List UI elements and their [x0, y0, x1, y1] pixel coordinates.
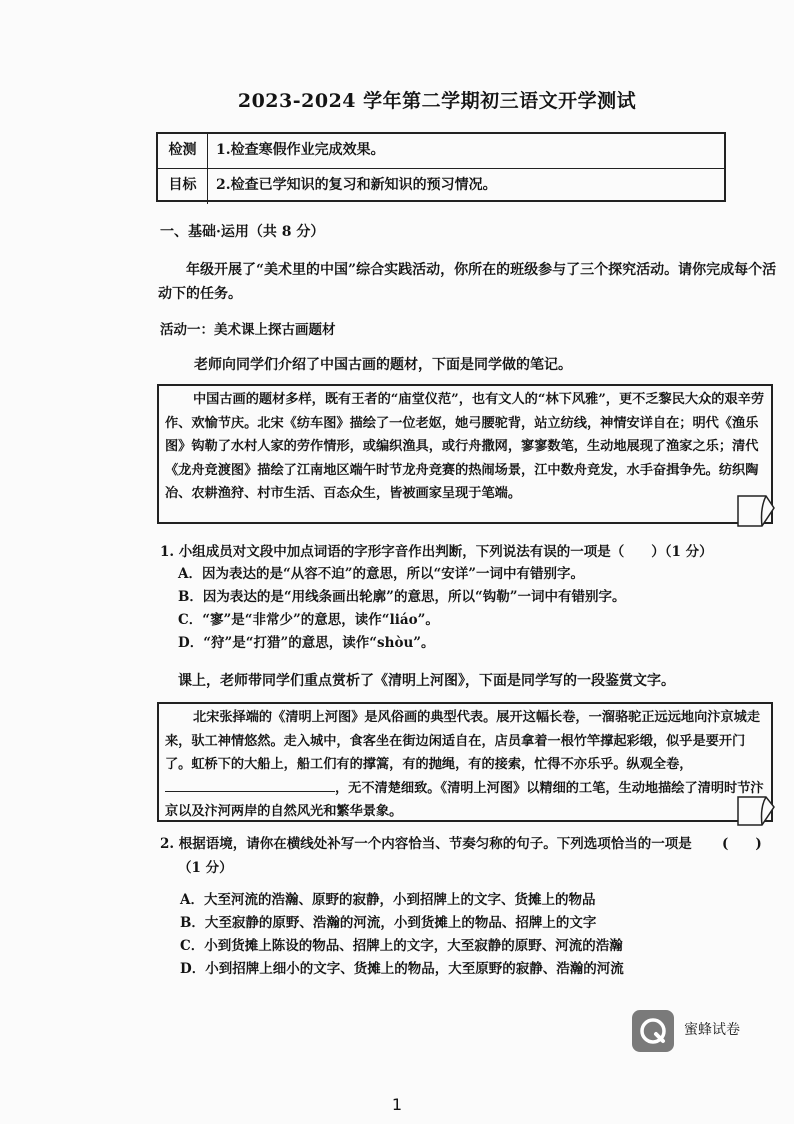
question-2-stem	[160, 833, 770, 856]
goal-table	[156, 132, 726, 202]
fill-in-blank[interactable]	[165, 778, 335, 792]
passage-text-before: 北宋张择端的《清明上河图》是风俗画的典型代表。展开这幅长卷，一溜骆驼正远远地向汴京城走来，驮工神情悠然。走入城中，食客坐在街边闲适自在，店员拿着一根竹竿撑起彩缎，似乎是要开门了。虹桥下的大船上，船工们有的撑篙，有的抛绳，有的接索，忙得不亦乐乎。纵观全卷，	[165, 710, 761, 773]
bee-q-logo-icon	[632, 1010, 674, 1052]
note-box-appreciation	[157, 702, 773, 822]
option-a[interactable]: A．大至河流的浩瀚、原野的寂静，小到招牌上的文字、货摊上的物品	[180, 892, 596, 908]
activity-heading: 活动一：美术课上探古画题材	[160, 322, 336, 338]
option-c[interactable]: C．小到货摊上陈设的物品、招牌上的文字，大至寂静的原野、河流的浩瀚	[180, 938, 623, 954]
option-b[interactable]: B．因为表达的是“用线条画出轮廓”的意思，所以“钩勒”一词中有错别字。	[178, 589, 626, 605]
question-1-options	[178, 563, 625, 655]
passage-text-after: ，无不清楚细致。《清明上河图》以精细的工笔，生动地描绘了清明时节汴京以及汴河两岸的自然风光和繁华景象。	[165, 780, 764, 820]
goal-text: 2.检查已学知识的复习和新知识的预习情况。	[216, 177, 497, 193]
goal-label: 检测	[158, 134, 208, 169]
answer-paren[interactable]: ( )	[722, 836, 762, 852]
question-2-options	[180, 889, 624, 981]
goal-text: 1.检查寒假作业完成效果。	[216, 142, 385, 158]
page-curl-icon	[736, 795, 776, 827]
goal-row	[158, 134, 724, 169]
section-intro: 年级开展了“美术里的中国”综合实践活动，你所在的班级参与了三个探究活动。请你完成每个活动下的任务。	[158, 262, 777, 302]
passage-lead: 课上，老师带同学们重点赏析了《清明上河图》，下面是同学写的一段鉴赏文字。	[178, 673, 675, 689]
note-lead: 老师向同学们介绍了中国古画的题材，下面是同学做的笔记。	[194, 357, 572, 373]
option-c[interactable]: C．“寥”是“非常少”的意思，读作“liáo”。	[178, 612, 439, 628]
option-a[interactable]: A．因为表达的是“从容不迫”的意思，所以“安详”一词中有错别字。	[178, 566, 585, 582]
question-2-text: 2. 根据语境，请你在横线处补写一个内容恰当、节奏匀称的句子。下列选项恰当的一项是	[160, 836, 692, 852]
page-number: 1	[391, 1095, 403, 1114]
option-b[interactable]: B．大至寂静的原野、浩瀚的河流，小到货摊上的物品、招牌上的文字	[180, 915, 597, 931]
watermark-brand: 蜜蜂试卷	[684, 1022, 740, 1038]
goal-row	[158, 169, 724, 204]
section-heading: 一、基础·运用（共 8 分）	[160, 224, 325, 240]
page-curl-icon	[736, 494, 776, 528]
question-2-score: （1 分）	[178, 860, 233, 876]
exam-title: 2023-2024 学年第二学期初三语文开学测试	[237, 90, 637, 112]
option-d[interactable]: D．“狩”是“打猎”的意思，读作“shòu”。	[178, 635, 435, 651]
goal-label: 目标	[158, 169, 208, 204]
note-box-painting-themes: 中国古画的题材多样，既有王者的“庙堂仪范”，也有文人的“林下风雅”，更不乏黎民大众的艰辛劳作、欢愉节庆。北宋《纺车图》描绘了一位老妪，她弓腰驼背，站立纺线，神情安详自在；明代《渔乐图》钩勒了水村人家的劳作情形，或编织渔具，或行舟撒网，寥寥数笔，生动地展现了渔家之乐；清代《龙舟竞渡图》描绘了江南地区端午时节龙舟竞赛的热闹场景，江中数舟竞发，水手奋揖争先。纺织陶冶、农耕渔狩、村市生活、百态众生，皆被画家呈现于笔端。	[157, 384, 773, 524]
option-d[interactable]: D．小到招牌上细小的文字、货摊上的物品，大至原野的寂静、浩瀚的河流	[180, 961, 624, 977]
question-1-stem: 1. 小组成员对文段中加点词语的字形字音作出判断，下列说法有误的一项是（ ）（1 分）	[160, 544, 713, 560]
